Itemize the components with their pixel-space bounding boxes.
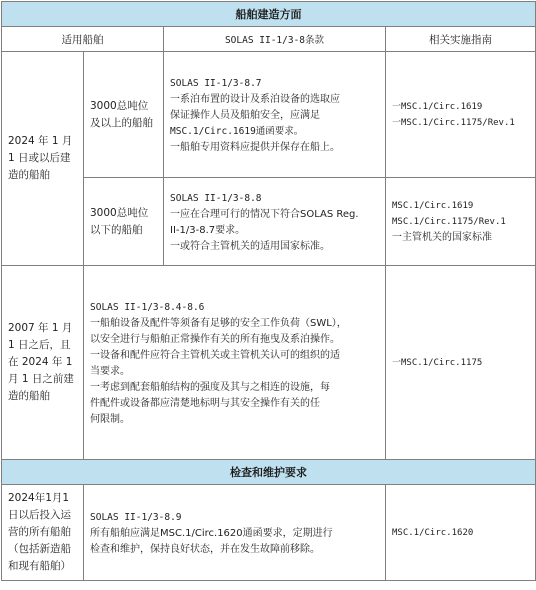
clause-line: 件配件或设备都应清楚地标明与其安全操作有关的任 [90, 397, 320, 409]
clause-line: II-1/3-8.7要求。 [170, 224, 246, 236]
clause-line: 一系泊布置的设计及系泊设备的选取应 [170, 93, 340, 105]
clause-cell-3-8-9 [84, 485, 386, 581]
clause-line: 当要求。 [90, 365, 130, 377]
clause-ref: SOLAS II-1/3-8.9 [90, 511, 182, 523]
clause-ref: SOLAS II-1/3-8.7 [170, 77, 262, 89]
clause-line: 检查和维护，保持良好状态，并在发生故障前移除。 [90, 543, 320, 555]
section-header-construction: 船舶建造方面 [2, 2, 536, 27]
clause-line: 一考虑到配套船舶结构的强度及其与之相连的设施，每 [90, 381, 330, 393]
guide-line: MSC.1/Circ.1619 [392, 200, 474, 211]
clause-line: 以安全进行与船舶正常操作有关的所有拖曳及系泊操作。 [90, 333, 340, 345]
clause-line: 保证操作人员及船舶安全，应满足 [170, 109, 320, 121]
clause-cell-3-8-4-6 [84, 266, 386, 460]
clause-line: 一设备和配件应符合主管机关或主管机关认可的组织的适 [90, 349, 340, 361]
size-cell-large: 3000总吨位及以上的船舶 [84, 52, 164, 178]
ship-cell-all-2024: 2024年1月1日以后投入运营的所有船舶（包括新造船和现有船舶） [2, 485, 84, 581]
guide-line: MSC.1/Circ.1175/Rev.1 [392, 216, 506, 227]
clause-line: 一或符合主管机关的适用国家标准。 [170, 240, 330, 252]
column-header-guide: 相关实施指南 [386, 27, 536, 52]
clause-line: 一船舶专用资料应提供并保存在船上。 [170, 141, 340, 153]
guide-cell-3-8-7 [386, 52, 536, 178]
clause-cell-3-8-7 [164, 52, 386, 178]
clause-ref: SOLAS II-1/3-8.4-8.6 [90, 301, 205, 313]
section-header-inspection: 检查和维护要求 [2, 460, 536, 485]
guide-cell-3-8-9: MSC.1/Circ.1620 [386, 485, 536, 581]
clause-line: 何限制。 [90, 413, 130, 425]
guide-cell-3-8-8 [386, 178, 536, 266]
column-header-clause: SOLAS II-1/3-8条款 [164, 27, 386, 52]
regulation-table-document [1, 1, 535, 588]
clause-cell-3-8-8 [164, 178, 386, 266]
clause-line: 一船舶设备及配件等须备有足够的安全工作负荷（SWL）， [90, 317, 347, 329]
guide-line: 一MSC.1/Circ.1619 [392, 101, 483, 112]
guide-line: 一MSC.1/Circ.1175/Rev.1 [392, 117, 515, 128]
column-header-ship: 适用船舶 [2, 27, 164, 52]
clause-line: 所有船舶应满足MSC.1/Circ.1620通函要求，定期进行 [90, 527, 333, 539]
ship-cell-2007-2024: 2007 年 1 月 1 日之后，且在 2024 年 1 月 1 日之前建造的船舶 [2, 266, 84, 460]
clause-ref: SOLAS II-1/3-8.8 [170, 192, 262, 204]
size-cell-small: 3000总吨位以下的船舶 [84, 178, 164, 266]
ship-cell-new-2024: 2024 年 1 月 1 日或以后建造的船舶 [2, 52, 84, 266]
guide-line: 一主管机关的国家标准 [392, 231, 492, 243]
solas-table [1, 1, 536, 581]
guide-cell-3-8-4-6: 一MSC.1/Circ.1175 [386, 266, 536, 460]
clause-line: 一应在合理可行的情况下符合SOLAS Reg. [170, 208, 359, 220]
clause-line: MSC.1/Circ.1619通函要求。 [170, 125, 304, 137]
